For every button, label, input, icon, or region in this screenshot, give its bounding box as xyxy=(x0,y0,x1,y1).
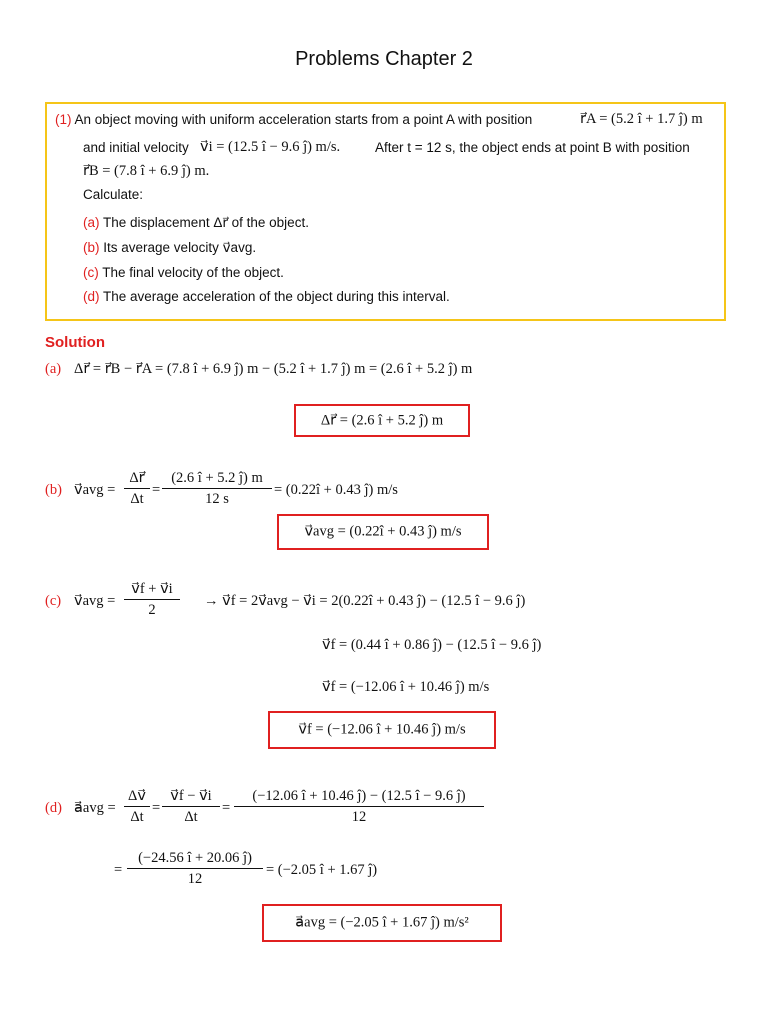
equals-sign: = xyxy=(152,800,161,816)
solution-b-label: (b) xyxy=(45,482,62,498)
solution-a-equation: Δr⃗ = r⃗B − r⃗A = (7.8 î + 6.9 ĵ) m − (5.2 î + 1.7 ĵ) m = (2.6 î + 5.2 ĵ) m xyxy=(74,361,473,377)
part-a-item xyxy=(83,215,309,231)
part-b-label: (b) xyxy=(83,240,100,255)
fraction-denominator: 12 s xyxy=(205,491,229,507)
part-b-text: Its average velocity v⃗avg. xyxy=(103,240,257,255)
fraction-denominator: Δt xyxy=(130,809,144,825)
fraction-displacement-over-time xyxy=(162,469,272,508)
fraction-velocity-change xyxy=(234,787,484,826)
fraction-numerator: (−24.56 î + 20.06 ĵ) xyxy=(138,850,252,866)
fraction-numerator: (2.6 î + 5.2 ĵ) m xyxy=(171,470,263,486)
answer-box-c xyxy=(268,711,496,749)
fraction-numerator: v⃗f − v⃗i xyxy=(170,788,212,804)
fraction-numerator: Δv⃗ xyxy=(128,788,146,804)
problem-line-1-text: An object moving with uniform acceleration starts from a point A with position xyxy=(74,112,533,127)
solution-b-lhs: v⃗avg = xyxy=(74,482,116,498)
answer-b: v⃗avg = (0.22î + 0.43 ĵ) m/s xyxy=(304,523,462,540)
solution-d-label: (d) xyxy=(45,800,62,816)
fraction-numerator: v⃗f + v⃗i xyxy=(131,581,173,597)
fraction-denominator: 12 xyxy=(187,871,203,887)
fraction-vf-minus-vi xyxy=(162,787,220,826)
fraction-bar xyxy=(162,488,272,489)
fraction-dv-dt xyxy=(124,787,150,826)
solution-c-step-2: v⃗f = (0.44 î + 0.86 ĵ) − (12.5 î − 9.6 ĵ) xyxy=(322,637,542,653)
fraction-simplified xyxy=(127,849,263,888)
solution-c-step-3: v⃗f = (−12.06 î + 10.46 ĵ) m/s xyxy=(322,679,490,695)
fraction-bar xyxy=(234,806,484,807)
answer-a: Δr⃗ = (2.6 î + 5.2 ĵ) m xyxy=(320,412,444,428)
solution-b-result: = (0.22î + 0.43 ĵ) m/s xyxy=(274,482,398,498)
fraction-denominator: 12 xyxy=(351,809,367,825)
part-b-item xyxy=(83,240,256,256)
answer-box-d xyxy=(262,904,502,942)
equals-sign: = xyxy=(114,862,123,878)
fraction-bar xyxy=(162,806,220,807)
fraction-bar xyxy=(124,806,150,807)
fraction-denominator: Δt xyxy=(130,491,144,507)
solution-a-label: (a) xyxy=(45,361,62,377)
problem-line-2a: and initial velocity xyxy=(83,140,189,155)
part-a-label: (a) xyxy=(83,215,100,230)
part-d-item xyxy=(83,289,450,304)
solution-d-result: = (−2.05 î + 1.67 ĵ) xyxy=(266,862,378,878)
initial-velocity: v⃗i = (12.5 î − 9.6 ĵ) m/s. xyxy=(200,139,341,155)
part-c-label: (c) xyxy=(83,265,99,280)
part-c-item xyxy=(83,265,284,280)
position-b: r⃗B = (7.8 î + 6.9 ĵ) m. xyxy=(83,163,210,179)
problem-number: (1) xyxy=(55,112,72,127)
solution-c-arrow-equation: → v⃗f = 2v⃗avg − v⃗i = 2(0.22î + 0.43 ĵ) − (12.5 î − 9.6 ĵ) xyxy=(204,593,526,609)
solution-d-lhs: a⃗avg = xyxy=(74,800,116,816)
problem-line-2b: After t = 12 s, the object ends at point B with position xyxy=(375,140,690,155)
equals-sign: = xyxy=(152,482,161,498)
answer-box-a xyxy=(294,404,470,437)
answer-box-b xyxy=(277,514,489,550)
fraction-bar xyxy=(124,488,150,489)
solution-heading: Solution xyxy=(45,334,105,351)
fraction-dr-dt xyxy=(124,469,150,508)
calculate-label: Calculate: xyxy=(83,187,144,202)
answer-c: v⃗f = (−12.06 î + 10.46 ĵ) m/s xyxy=(298,721,466,738)
solution-c-lhs: v⃗avg = xyxy=(74,593,116,609)
fraction-denominator: Δt xyxy=(184,809,198,825)
fraction-numerator: Δr⃗ xyxy=(129,470,145,486)
part-c-text: The final velocity of the object. xyxy=(102,265,284,280)
part-d-text: The average acceleration of the object during this interval. xyxy=(103,289,450,304)
fraction-bar xyxy=(124,599,180,600)
part-a-text: The displacement Δr⃗ of the object. xyxy=(103,215,309,230)
position-a: r⃗A = (5.2 î + 1.7 ĵ) m xyxy=(580,111,703,127)
fraction-bar xyxy=(127,868,263,869)
answer-d: a⃗avg = (−2.05 î + 1.67 ĵ) m/s² xyxy=(295,914,469,931)
problem-line-1 xyxy=(55,112,532,127)
page-title: Problems Chapter 2 xyxy=(295,48,473,70)
solution-c-label: (c) xyxy=(45,593,62,609)
equals-sign: = xyxy=(222,800,231,816)
fraction-denominator: 2 xyxy=(148,602,156,618)
fraction-vf-plus-vi xyxy=(124,580,180,619)
fraction-numerator: (−12.06 î + 10.46 ĵ) − (12.5 î − 9.6 ĵ) xyxy=(252,788,466,804)
part-d-label: (d) xyxy=(83,289,100,304)
